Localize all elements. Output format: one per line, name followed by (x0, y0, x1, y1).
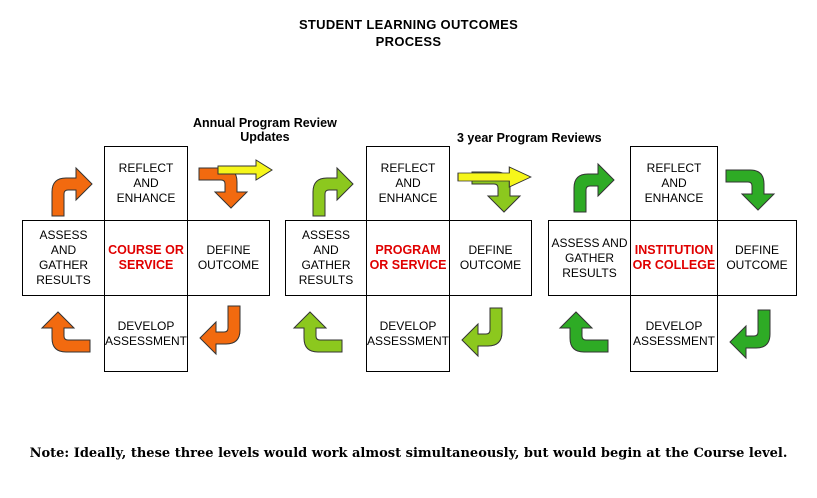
develop-text: ASSESSMENT (366, 333, 450, 348)
assess-text: ASSESS (301, 228, 351, 242)
assess-text: RESULTS (36, 273, 91, 287)
define-text: DEFINE (468, 243, 513, 257)
reflect-text: REFLECT (646, 161, 702, 175)
center-text: OR SERVICE (369, 258, 447, 272)
reflect-text: ENHANCE (116, 191, 176, 205)
reflect-box-course (104, 146, 188, 221)
develop-text: ASSESSMENT (632, 333, 716, 348)
define-box-course (187, 220, 270, 296)
straight-arrow-right-icon (458, 167, 536, 191)
assess-text: ASSESS (39, 228, 88, 242)
assess-text: AND (50, 243, 77, 257)
curved-arrow-down-left-icon (198, 304, 250, 356)
reflect-text: AND (395, 176, 421, 190)
reflect-text: AND (661, 176, 687, 190)
center-text: INSTITUTION (634, 243, 714, 257)
assess-text: GATHER (564, 250, 615, 265)
develop-box-institution (630, 295, 718, 372)
develop-box-course (104, 295, 188, 372)
assess-box-program (285, 220, 367, 296)
develop-text: DEVELOP (645, 318, 703, 333)
center-box-course (104, 220, 188, 296)
assess-box-course (22, 220, 105, 296)
center-text: OR COLLEGE (632, 258, 716, 272)
assess-text: GATHER (301, 258, 351, 272)
develop-text: ASSESSMENT (104, 333, 188, 348)
reflect-text: REFLECT (118, 161, 174, 175)
three-year-review-label: 3 year Program Reviews (457, 131, 602, 145)
reflect-box-program (366, 146, 450, 221)
curved-arrow-up-right-icon (307, 166, 359, 218)
assess-box-institution (548, 220, 631, 296)
reflect-text: ENHANCE (644, 191, 704, 205)
center-text: COURSE OR (108, 243, 184, 257)
assess-text: RESULTS (298, 273, 354, 287)
reflect-text: REFLECT (380, 161, 436, 175)
develop-text: DEVELOP (379, 318, 437, 333)
footnote: Note: Ideally, these three levels would work almost simultaneously, but would begin at the Course level. (29, 446, 788, 461)
curved-arrow-left-up-icon (294, 306, 346, 358)
assess-text: ASSESS AND (551, 235, 628, 250)
annual-review-label (193, 116, 337, 144)
reflect-box-institution (630, 146, 718, 221)
define-text: OUTCOME (197, 258, 260, 272)
straight-arrow-right-icon (218, 160, 274, 184)
annual-review-label-line2: Updates (240, 130, 290, 144)
assess-text: AND (313, 243, 339, 257)
define-box-institution (717, 220, 797, 296)
define-text: OUTCOME (459, 258, 522, 272)
define-box-program (449, 220, 532, 296)
page-title: STUDENT LEARNING OUTCOMES (298, 17, 519, 32)
curved-arrow-down-left-icon (728, 308, 780, 360)
curved-arrow-down-left-icon (460, 306, 512, 358)
assess-text: GATHER (38, 258, 89, 272)
develop-box-program (366, 295, 450, 372)
page-subtitle: PROCESS (375, 34, 442, 49)
annual-review-label-line1: Annual Program Review (193, 116, 337, 130)
curved-arrow-up-right-icon (46, 166, 98, 218)
center-text: SERVICE (118, 258, 174, 272)
center-text: PROGRAM (375, 243, 441, 257)
center-box-institution (630, 220, 718, 296)
define-text: DEFINE (734, 243, 779, 257)
curved-arrow-left-up-icon (42, 306, 94, 358)
develop-text: DEVELOP (117, 318, 175, 333)
curved-arrow-up-right-icon (568, 162, 620, 214)
center-box-program (366, 220, 450, 296)
reflect-text: AND (133, 176, 159, 190)
curved-arrow-left-up-icon (560, 306, 612, 358)
reflect-text: ENHANCE (378, 191, 438, 205)
define-text: OUTCOME (726, 258, 788, 272)
define-text: DEFINE (206, 243, 251, 257)
curved-arrow-right-down-icon (724, 164, 780, 216)
assess-text: RESULTS (562, 265, 617, 280)
